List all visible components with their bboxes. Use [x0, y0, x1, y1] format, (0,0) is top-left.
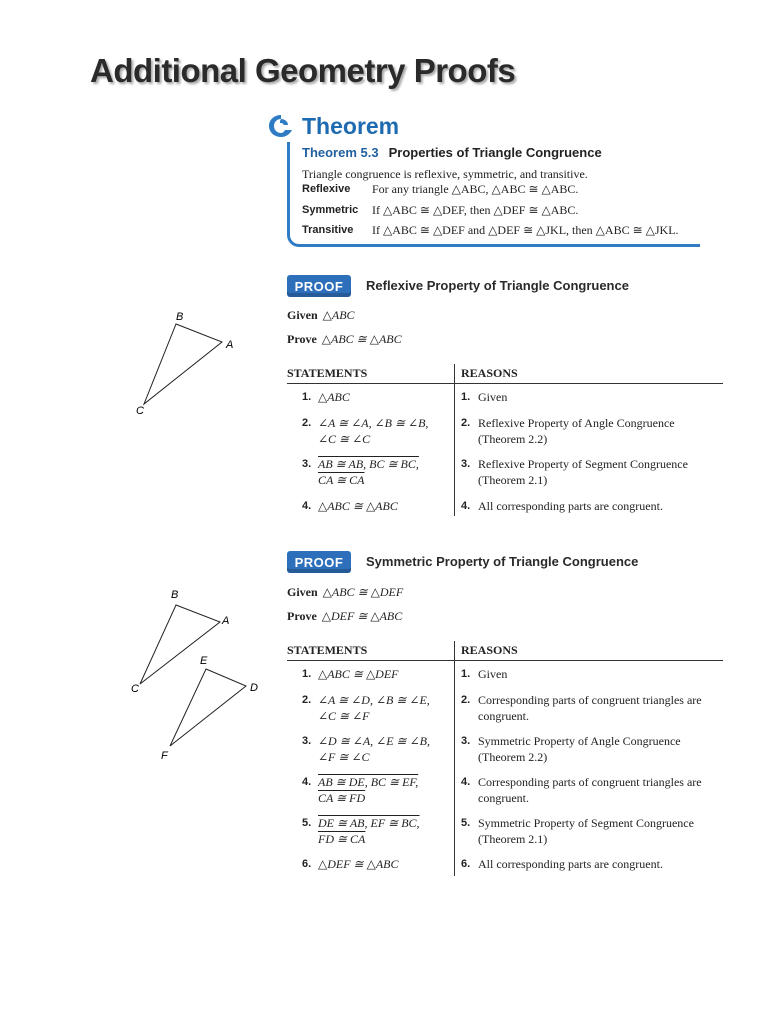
theorem-word: Theorem	[302, 112, 400, 139]
vertex-label-e: E	[200, 655, 208, 667]
theorem-logo-icon	[266, 112, 296, 140]
reason-text: (Theorem 2.1)	[478, 473, 548, 487]
statement-text: △DEF ≅ △ABC	[318, 857, 399, 871]
property-label-reflexive: Reflexive	[302, 183, 351, 195]
reason-text: congruent.	[478, 791, 529, 805]
statement-text: ∠A ≅ ∠D, ∠B ≅ ∠E,	[318, 693, 430, 707]
reason-text: (Theorem 2.2)	[478, 750, 548, 764]
step-number: 1.	[461, 668, 471, 680]
proof-badge-2: PROOF	[287, 551, 351, 573]
statement-text: DE ≅ AB, EF ≅ BC,	[318, 816, 420, 830]
table-rule	[287, 660, 723, 661]
reason-text: Reflexive Property of Segment Congruence	[478, 457, 688, 471]
reason-text: Symmetric Property of Angle Congruence	[478, 734, 681, 748]
step-number: 3.	[461, 735, 471, 747]
step-number: 6.	[302, 858, 312, 870]
step-number: 2.	[302, 417, 312, 429]
step-number: 1.	[302, 391, 312, 403]
statements-header: STATEMENTS	[287, 366, 368, 380]
property-label-transitive: Transitive	[302, 224, 354, 236]
step-number: 3.	[302, 458, 312, 470]
statement-text: ∠C ≅ ∠C	[318, 432, 371, 446]
step-number: 2.	[461, 694, 471, 706]
statement-text: △ABC ≅ △DEF	[318, 667, 399, 681]
table-divider	[454, 641, 455, 876]
proof-title-reflexive: Reflexive Property of Triangle Congruence	[366, 278, 629, 293]
statements-header: STATEMENTS	[287, 643, 368, 657]
statement-text: ∠D ≅ ∠A, ∠E ≅ ∠B,	[318, 734, 430, 748]
statement-text: △ABC	[318, 390, 350, 404]
step-number: 4.	[302, 500, 312, 512]
table-rule	[287, 383, 723, 384]
reason-text: Given	[478, 390, 508, 404]
statement-text: ∠A ≅ ∠A, ∠B ≅ ∠B,	[318, 416, 429, 430]
given-line-2	[287, 585, 403, 600]
statement-text: FD ≅ CA	[318, 832, 366, 846]
reasons-header: REASONS	[461, 643, 518, 657]
given-value: △ABC ≅ △DEF	[322, 585, 404, 599]
statement-text: △ABC ≅ △ABC	[318, 499, 398, 513]
prove-label: Prove	[287, 609, 317, 623]
property-label-symmetric: Symmetric	[302, 204, 359, 216]
table-divider	[454, 364, 455, 516]
statement-text: CA ≅ CA	[318, 473, 365, 487]
given-value: △ABC	[322, 308, 355, 322]
reason-text: congruent.	[478, 709, 529, 723]
step-number: 2.	[461, 417, 471, 429]
proof-badge-1: PROOF	[287, 275, 351, 297]
step-number: 2.	[302, 694, 312, 706]
vertex-label-a: A	[222, 615, 230, 627]
triangle-abc-figure	[130, 306, 240, 418]
theorem-heading	[302, 145, 602, 160]
reason-text: Corresponding parts of congruent triangles are	[478, 693, 702, 707]
prove-value: △DEF ≅ △ABC	[321, 609, 403, 623]
prove-line-2	[287, 609, 402, 624]
step-number: 3.	[302, 735, 312, 747]
step-number: 4.	[461, 776, 471, 788]
statement-text: AB ≅ AB, BC ≅ BC,	[318, 457, 419, 471]
given-label: Given	[287, 308, 318, 322]
theorem-header	[266, 112, 399, 140]
theorem-number: Theorem 5.3	[302, 145, 379, 160]
step-number: 1.	[461, 391, 471, 403]
theorem-intro: Triangle congruence is reflexive, symmetric, and transitive.	[302, 167, 588, 181]
vertex-label-a: A	[226, 339, 234, 351]
reason-text: All corresponding parts are congruent.	[478, 857, 663, 871]
step-number: 5.	[461, 817, 471, 829]
statement-text: ∠C ≅ ∠F	[318, 709, 370, 723]
statement-text: AB ≅ DE, BC ≅ EF,	[318, 775, 419, 789]
reason-text: Symmetric Property of Segment Congruence	[478, 816, 694, 830]
vertex-label-f: F	[161, 750, 168, 762]
step-number: 4.	[461, 500, 471, 512]
page-title: Additional Geometry Proofs	[90, 52, 516, 89]
prove-line-1	[287, 332, 402, 347]
vertex-label-b: B	[176, 311, 184, 323]
vertex-label-c: C	[136, 405, 144, 417]
given-label: Given	[287, 585, 318, 599]
reason-text: Reflexive Property of Angle Congruence	[478, 416, 675, 430]
vertex-label-d: D	[250, 682, 258, 694]
reasons-header: REASONS	[461, 366, 518, 380]
step-number: 5.	[302, 817, 312, 829]
given-line-1	[287, 308, 355, 323]
property-text-reflexive: For any triangle △ABC, △ABC ≅ △ABC.	[372, 182, 579, 196]
statement-text: ∠F ≅ ∠C	[318, 750, 370, 764]
reason-text: (Theorem 2.1)	[478, 832, 548, 846]
property-text-symmetric: If △ABC ≅ △DEF, then △DEF ≅ △ABC.	[372, 203, 579, 217]
property-text-transitive: If △ABC ≅ △DEF and △DEF ≅ △JKL, then △ABC ≅ △JKL.	[372, 223, 679, 237]
vertex-label-c: C	[131, 683, 139, 695]
step-number: 4.	[302, 776, 312, 788]
statement-text: CA ≅ FD	[318, 791, 366, 805]
step-number: 3.	[461, 458, 471, 470]
reason-text: Corresponding parts of congruent triangles are	[478, 775, 702, 789]
reason-text: Given	[478, 667, 508, 681]
triangles-abc-def-figure	[128, 584, 268, 764]
prove-label: Prove	[287, 332, 317, 346]
reason-text: (Theorem 2.2)	[478, 432, 548, 446]
step-number: 6.	[461, 858, 471, 870]
step-number: 1.	[302, 668, 312, 680]
reason-text: All corresponding parts are congruent.	[478, 499, 663, 513]
vertex-label-b: B	[171, 589, 179, 601]
theorem-title: Properties of Triangle Congruence	[388, 145, 602, 160]
prove-value: △ABC ≅ △ABC	[321, 332, 402, 346]
proof-title-symmetric: Symmetric Property of Triangle Congruence	[366, 554, 639, 569]
